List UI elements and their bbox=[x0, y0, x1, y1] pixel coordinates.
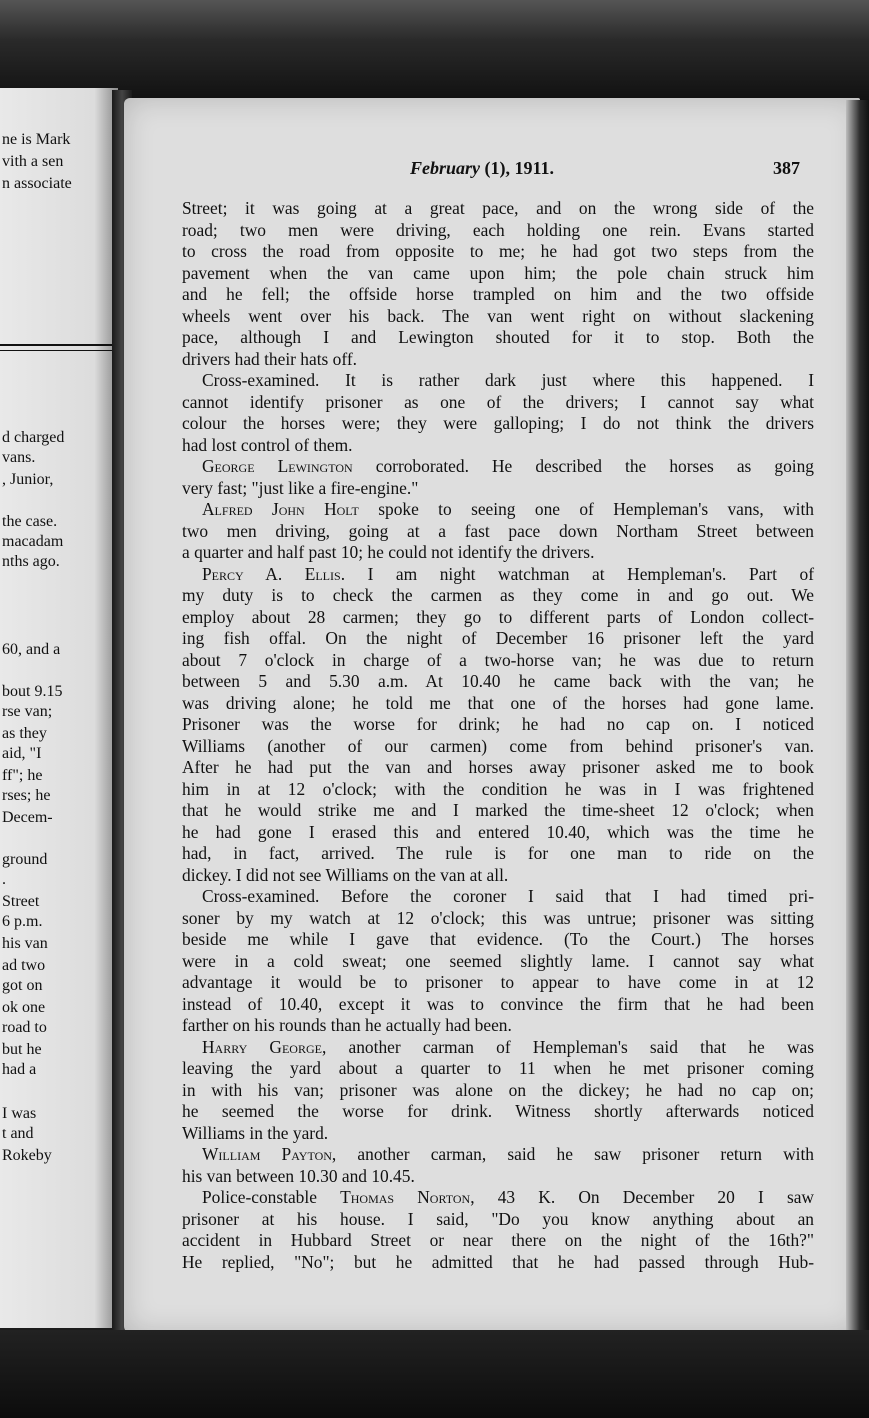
text-line bbox=[182, 865, 814, 887]
line-text: drivers had their hats off. bbox=[182, 348, 357, 369]
line-text: wheels went over his back. The van went right on without slackening bbox=[182, 305, 814, 326]
left-page-line: ne is Mark bbox=[2, 131, 71, 148]
witness-name: George Lewington bbox=[202, 456, 353, 476]
line-text: pace, although I and Lewington shouted for it to stop. Both the bbox=[182, 327, 814, 347]
left-page-line: 60, and a bbox=[2, 641, 61, 658]
text-line bbox=[182, 1252, 814, 1274]
left-page-fragment bbox=[0, 88, 118, 1328]
text-line bbox=[182, 1037, 814, 1059]
line-text: pavement when the van came upon him; the pole chain struck him bbox=[182, 262, 814, 283]
line-text: instead of 10.40, except it was to convince the firm that he had been bbox=[182, 993, 814, 1014]
line-text: about 7 o'clock in charge of a two-horse van; he was due to return bbox=[182, 649, 814, 670]
line-text: Cross-examined. It is rather dark just where this happened. I bbox=[202, 370, 814, 390]
text-line bbox=[182, 1230, 814, 1252]
text-line bbox=[182, 241, 814, 263]
left-page-line: road to bbox=[2, 1019, 47, 1036]
line-prefix: Police-constable bbox=[202, 1187, 341, 1207]
text-line bbox=[182, 886, 814, 908]
left-page-line: , Junior, bbox=[2, 471, 54, 488]
line-text: dickey. I did not see Williams on the van at all. bbox=[182, 864, 509, 885]
line-text: he had gone I erased this and entered 10.40, which was the time he bbox=[182, 821, 814, 842]
line-text: Williams (another of our carmen) come from behind prisoner's van. bbox=[182, 735, 814, 756]
text-line bbox=[182, 1187, 814, 1209]
text-line bbox=[182, 585, 814, 607]
line-text: farther on his rounds than he actually had been. bbox=[182, 1015, 512, 1035]
line-text: his van between 10.30 and 10.45. bbox=[182, 1165, 415, 1186]
left-page-line: d charged bbox=[2, 429, 65, 446]
text-line bbox=[182, 220, 814, 242]
line-text: two men driving, going at a fast pace down Northam Street between bbox=[182, 520, 814, 541]
line-text: between 5 and 5.30 a.m. At 10.40 he came back with the van; he bbox=[182, 671, 814, 691]
line-text: corroborated. He described the horses as going bbox=[352, 456, 814, 476]
text-line bbox=[182, 800, 814, 822]
text-line bbox=[182, 392, 814, 414]
body-text bbox=[182, 198, 814, 1273]
scan-bottom-shadow bbox=[0, 1330, 869, 1418]
left-page-line: got on bbox=[2, 977, 43, 994]
text-line bbox=[182, 628, 814, 650]
text-line bbox=[182, 521, 814, 543]
text-line bbox=[182, 263, 814, 285]
line-text: Street; it was going at a great pace, and on the wrong side of the bbox=[182, 198, 814, 218]
line-text: Cross-examined. Before the coroner I said that I had timed pri- bbox=[202, 886, 814, 906]
text-line bbox=[182, 1080, 814, 1102]
line-text: spoke to seeing one of Hempleman's vans, with bbox=[358, 499, 814, 519]
witness-name: Harry George bbox=[202, 1036, 322, 1057]
left-page-line: n associate bbox=[2, 175, 72, 192]
line-text: beside me while I gave that evidence. (To the Court.) The horses bbox=[182, 929, 814, 949]
left-page-line: his van bbox=[2, 935, 48, 952]
left-page-line: aid, "I bbox=[2, 745, 42, 762]
text-line bbox=[182, 413, 814, 435]
text-line bbox=[182, 650, 814, 672]
left-page-line: vans. bbox=[2, 449, 36, 466]
text-line bbox=[182, 284, 814, 306]
left-page-line: rses; he bbox=[2, 787, 51, 804]
line-text: After he had put the van and horses away prisoner asked me to book bbox=[182, 757, 814, 777]
page-number: 387 bbox=[773, 158, 800, 178]
left-page-line: ad two bbox=[2, 957, 46, 974]
line-text: Williams in the yard. bbox=[182, 1122, 329, 1143]
left-page-line: 6 p.m. bbox=[2, 913, 43, 930]
line-text: prisoner at his house. I said, "Do you know anything about an bbox=[182, 1208, 814, 1229]
left-page-line: Decem- bbox=[2, 809, 53, 826]
text-line bbox=[182, 1144, 814, 1166]
line-text: was driving alone; he told me that one of the horses had gone lame. bbox=[182, 692, 814, 713]
line-text: had lost control of them. bbox=[182, 434, 353, 455]
text-line bbox=[182, 736, 814, 758]
text-line bbox=[182, 757, 814, 779]
text-line bbox=[182, 456, 814, 478]
line-text: to cross the road from opposite to me; he had got two steps from the bbox=[182, 241, 814, 261]
left-page-line: t and bbox=[2, 1125, 34, 1142]
left-page-line: Street bbox=[2, 893, 40, 910]
text-line bbox=[182, 693, 814, 715]
left-page-line: ground bbox=[2, 851, 48, 868]
text-line bbox=[182, 1209, 814, 1231]
witness-name: Percy A. Ellis bbox=[202, 563, 341, 584]
header-date bbox=[410, 158, 554, 179]
text-line bbox=[182, 607, 814, 629]
text-line bbox=[182, 542, 814, 564]
left-page-line: Rokeby bbox=[2, 1147, 52, 1164]
text-line bbox=[182, 1101, 814, 1123]
left-page-line: macadam bbox=[2, 533, 64, 550]
witness-name: William Payton bbox=[202, 1144, 332, 1164]
left-page-line: had a bbox=[2, 1061, 37, 1078]
page-edge bbox=[846, 100, 869, 1360]
witness-name: Thomas Norton bbox=[340, 1187, 471, 1207]
text-line bbox=[182, 714, 814, 736]
left-page-line: rse van; bbox=[2, 703, 53, 720]
line-text: colour the horses were; they were galloping; I do not think the drivers bbox=[182, 413, 814, 433]
text-line bbox=[182, 929, 814, 951]
line-text: ing fish offal. On the night of December 16 prisoner left the yard bbox=[182, 628, 814, 648]
left-page-line: vith a sen bbox=[2, 153, 64, 170]
text-line bbox=[182, 994, 814, 1016]
line-text: leaving the yard about a quarter to 11 when he met prisoner coming bbox=[182, 1058, 814, 1078]
line-text: He replied, "No"; but he admitted that he had passed through Hub- bbox=[182, 1251, 814, 1272]
line-text: that he would strike me and I marked the time-sheet 12 o'clock; when bbox=[182, 800, 814, 820]
text-line bbox=[182, 435, 814, 457]
line-text: a quarter and half past 10; he could not identify the drivers. bbox=[182, 542, 595, 562]
text-line bbox=[182, 779, 814, 801]
line-text: employ about 28 carmen; they go to different parts of London collect- bbox=[182, 606, 814, 627]
left-page-line: but he bbox=[2, 1041, 42, 1058]
text-line bbox=[182, 1058, 814, 1080]
left-page-line: nths ago. bbox=[2, 553, 60, 570]
line-text: in with his van; prisoner was alone on the dickey; he had no cap on; bbox=[182, 1079, 814, 1100]
text-line bbox=[182, 327, 814, 349]
left-page-line: as they bbox=[2, 725, 47, 742]
text-line bbox=[182, 972, 814, 994]
left-page-line: the case. bbox=[2, 513, 58, 530]
line-text: accident in Hubbard Street or near there on the night of the 16th?" bbox=[182, 1230, 814, 1250]
line-text: road; two men were driving, each holding one rein. Evans started bbox=[182, 219, 814, 240]
line-text: . I am night watchman at Hempleman's. Part of bbox=[340, 563, 814, 584]
text-line bbox=[182, 1166, 814, 1188]
text-line bbox=[182, 671, 814, 693]
line-text: very fast; "just like a fire-engine." bbox=[182, 477, 419, 498]
left-page-line: ok one bbox=[2, 999, 46, 1016]
text-line bbox=[182, 370, 814, 392]
line-text: , 43 K. On December 20 I saw bbox=[470, 1187, 814, 1207]
text-line bbox=[182, 1015, 814, 1037]
text-line bbox=[182, 499, 814, 521]
text-line bbox=[182, 198, 814, 220]
text-line bbox=[182, 843, 814, 865]
line-text: he seemed the worse for drink. Witness shortly afterwards noticed bbox=[182, 1101, 814, 1121]
line-text: him in at 12 o'clock; with the condition he was in I was frightened bbox=[182, 778, 814, 799]
text-line bbox=[182, 564, 814, 586]
line-text: had, in fact, arrived. The rule is for one man to ride on the bbox=[182, 843, 814, 863]
line-text: , another carman, said he saw prisoner return with bbox=[331, 1144, 814, 1164]
line-text: advantage it would be to prisoner to appear to have come in at 12 bbox=[182, 972, 814, 992]
text-line bbox=[182, 951, 814, 973]
line-text: my duty is to check the carmen as they come in and go out. We bbox=[182, 585, 814, 605]
header-session: (1), 1911. bbox=[484, 158, 555, 178]
line-text: cannot identify prisoner as one of the drivers; I cannot say what bbox=[182, 391, 814, 412]
left-page-line: I was bbox=[2, 1105, 37, 1122]
text-line bbox=[182, 349, 814, 371]
left-page-line: ff"; he bbox=[2, 767, 43, 784]
line-text: , another carman of Hempleman's said that he was bbox=[321, 1036, 814, 1057]
scan-top-shadow bbox=[0, 0, 869, 100]
line-text: soner by my watch at 12 o'clock; this was untrue; prisoner was sitting bbox=[182, 907, 814, 928]
text-line bbox=[182, 1123, 814, 1145]
running-header bbox=[410, 158, 800, 184]
left-page-line: . bbox=[2, 871, 6, 888]
header-month: February bbox=[410, 158, 481, 178]
witness-name: Alfred John Holt bbox=[202, 499, 359, 519]
text-line bbox=[182, 822, 814, 844]
line-text: Prisoner was the worse for drink; he had no cap on. I noticed bbox=[182, 714, 814, 734]
text-line bbox=[182, 306, 814, 328]
left-page-rule bbox=[0, 344, 112, 351]
line-text: were in a cold sweat; one seemed slightly lame. I cannot say what bbox=[182, 950, 814, 971]
text-line bbox=[182, 478, 814, 500]
left-page-line: bout 9.15 bbox=[2, 683, 63, 700]
line-text: and he fell; the offside horse trampled on him and the two offside bbox=[182, 284, 814, 304]
text-line bbox=[182, 908, 814, 930]
